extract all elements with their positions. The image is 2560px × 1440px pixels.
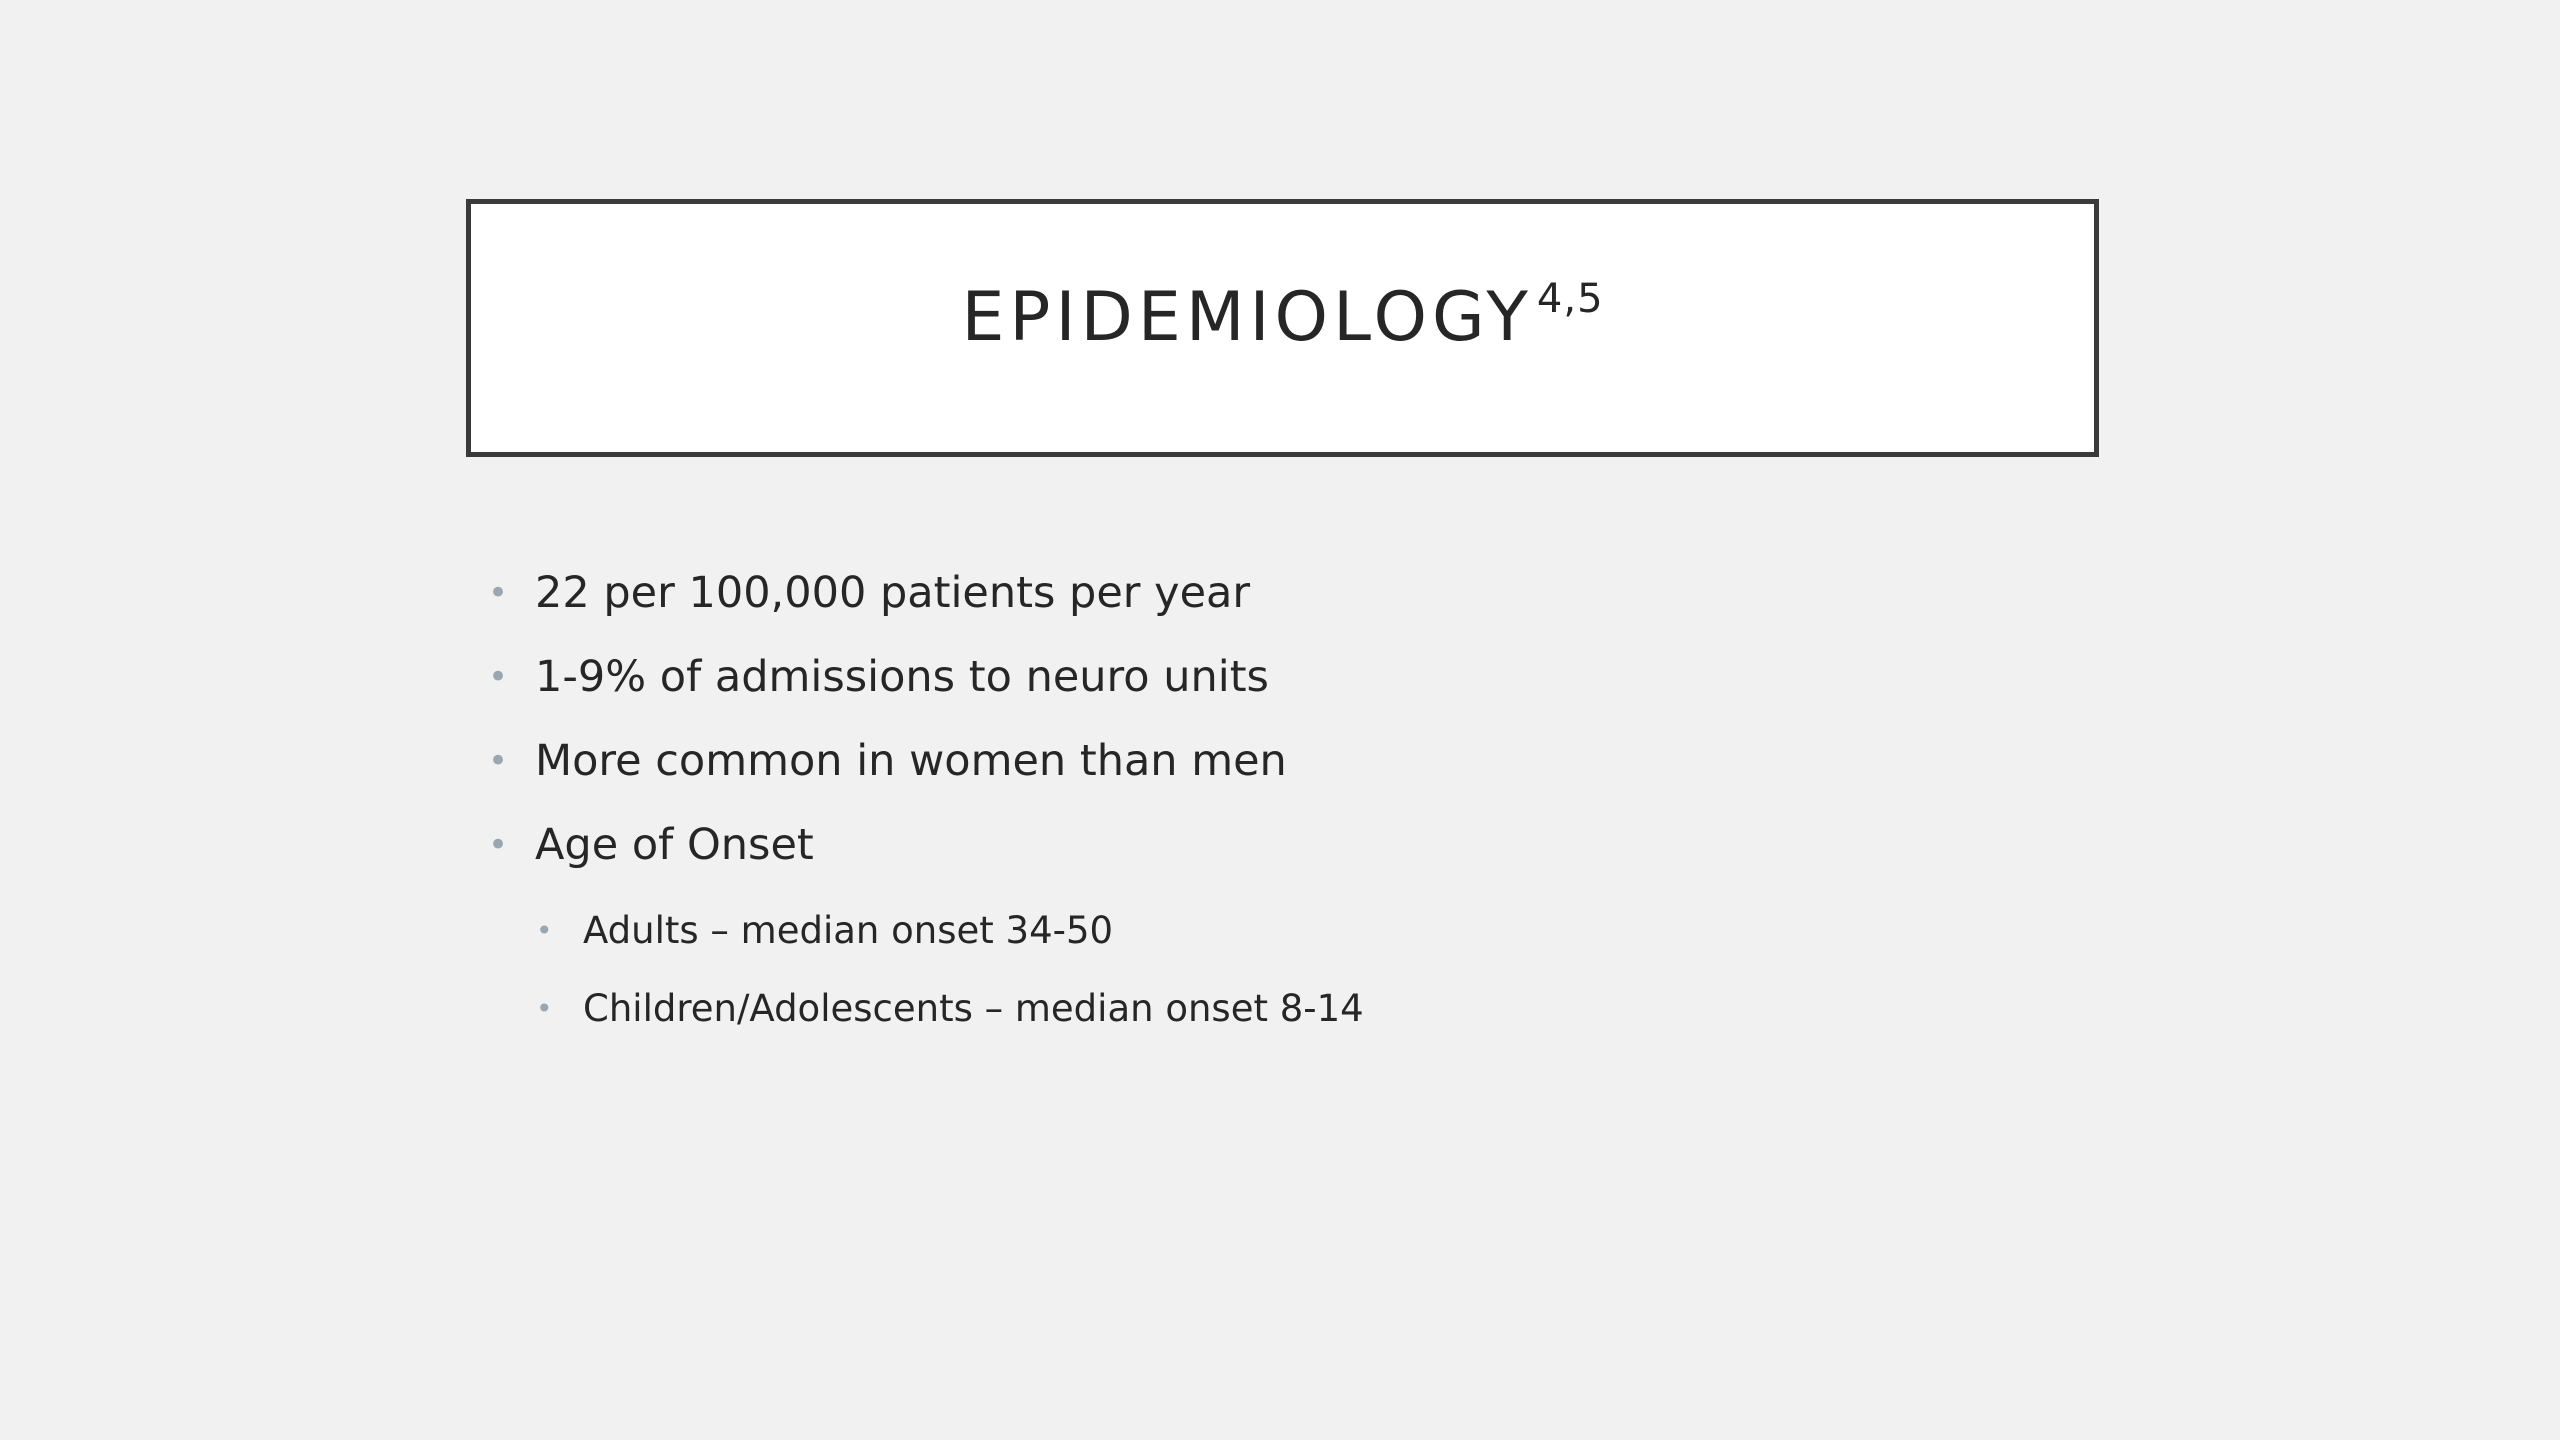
bullet-item xyxy=(488,723,2068,807)
title-citation: 4,5 xyxy=(1536,275,1604,322)
bullet-item xyxy=(488,555,2068,639)
sub-bullet-text: Adults – median onset 34-50 xyxy=(583,909,1114,952)
bullet-icon: • xyxy=(488,741,509,781)
sub-bullet-list xyxy=(488,891,2068,1047)
bullet-text: 1-9% of admissions to neuro units xyxy=(535,652,1269,702)
bullet-icon: • xyxy=(488,573,509,613)
title-box xyxy=(466,199,2099,457)
bullet-list xyxy=(488,555,2068,1047)
bullet-item xyxy=(488,807,2068,891)
sub-bullet-item xyxy=(488,891,2068,969)
bullet-text: More common in women than men xyxy=(535,736,1287,786)
sub-bullet-text: Children/Adolescents – median onset 8-14 xyxy=(583,987,1364,1030)
sub-bullet-icon: • xyxy=(536,914,553,947)
bullet-text: 22 per 100,000 patients per year xyxy=(535,568,1251,618)
sub-bullet-group xyxy=(488,891,2068,1047)
slide-title-text: EPIDEMIOLOGY xyxy=(961,277,1533,357)
bullet-icon: • xyxy=(488,657,509,697)
sub-bullet-item xyxy=(488,969,2068,1047)
bullet-text: Age of Onset xyxy=(535,820,814,870)
bullet-item xyxy=(488,639,2068,723)
bullet-icon: • xyxy=(488,825,509,865)
sub-bullet-icon: • xyxy=(536,992,553,1025)
slide-title xyxy=(961,275,1604,357)
